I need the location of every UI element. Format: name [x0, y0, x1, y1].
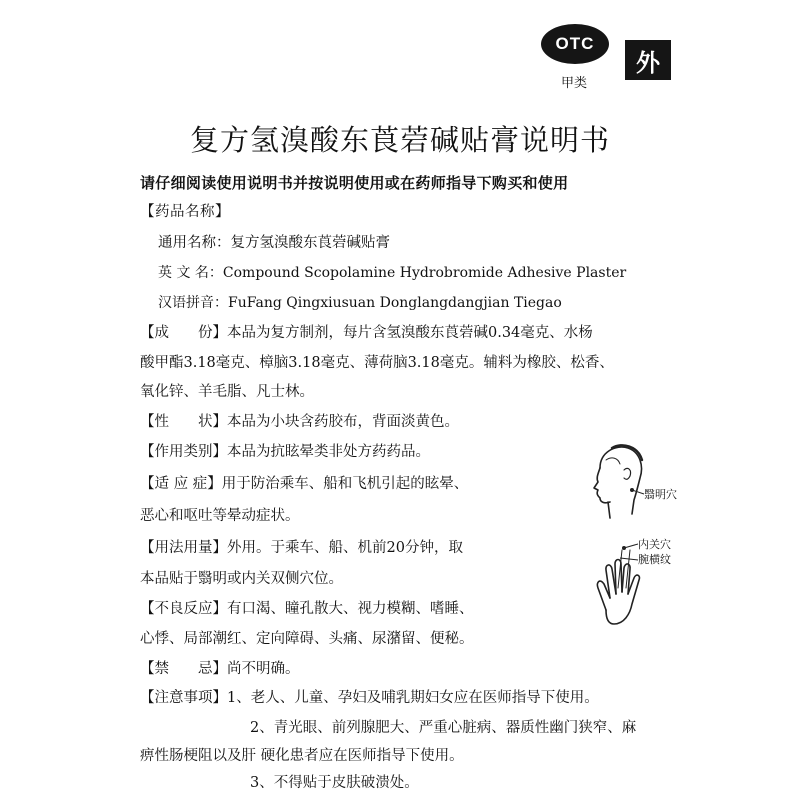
precautions-line-4: 3、不得贴于皮肤破溃处。	[250, 775, 419, 791]
usage-notice: 请仔细阅读使用说明书并按说明使用或在药师指导下购买和使用	[140, 174, 569, 192]
generic-name: 通用名称：复方氢溴酸东莨菪碱贴膏	[158, 235, 390, 251]
otc-class-label: 甲类	[561, 76, 588, 91]
adverse-line-2: 心悸、局部潮红、定向障碍、头痛、尿潴留、便秘。	[140, 631, 474, 647]
category-line: 【作用类别】本品为抗眩晕类非处方药药品。	[140, 444, 430, 460]
drug-name-label: 【药品名称】	[140, 204, 230, 220]
ingredients-line-3: 氧化锌、羊毛脂、凡士林。	[140, 384, 314, 400]
ingredients-line-2: 酸甲酯3.18毫克、樟脑3.18毫克、薄荷脑3.18毫克。辅料为橡胶、松香、	[140, 355, 614, 371]
ingredients-line-1: 【成 份】本品为复方制剂，每片含氢溴酸东莨菪碱0.34毫克、水杨	[140, 325, 593, 341]
precautions-line-2: 2、青光眼、前列腺肥大、严重心脏病、器质性幽门狭窄、麻	[250, 720, 637, 736]
pinyin-name: 汉语拼音：FuFang Qingxiusuan Donglangdangjian Tiegao	[158, 295, 562, 311]
contraindications-line: 【禁 忌】尚不明确。	[140, 661, 300, 677]
otc-label: OTC	[555, 34, 595, 53]
dosage-line-1: 【用法用量】外用。于乘车、船、机前20分钟，取	[140, 540, 463, 556]
english-name: 英 文 名：Compound Scopolamine Hydrobromide Adhesive Plaster	[158, 265, 627, 281]
precautions-line-1: 【注意事项】1、老人、儿童、孕妇及哺乳期妇女应在医师指导下使用。	[140, 690, 599, 706]
adverse-line-1: 【不良反应】有口渴、瞳孔散大、视力模糊、嗜睡、	[140, 601, 474, 617]
dosage-line-2: 本品贴于翳明或内关双侧穴位。	[140, 571, 343, 587]
indications-line-2: 恶心和呕吐等晕动症状。	[140, 508, 300, 524]
appearance-line: 【性 状】本品为小块含药胶布，背面淡黄色。	[140, 414, 459, 430]
otc-badge	[541, 24, 609, 64]
acupoint-figure	[560, 438, 680, 638]
external-use-badge	[625, 40, 671, 80]
wrist-crease-label: 腕横纹	[638, 553, 671, 566]
indications-line-1: 【适 应 症】用于防治乘车、船和飞机引起的眩晕、	[140, 476, 469, 492]
page-title: 复方氢溴酸东莨菪碱贴膏说明书	[189, 123, 610, 157]
external-use-label: 外	[636, 48, 660, 77]
neiguan-point-label: 内关穴	[638, 538, 671, 551]
precautions-line-3: 痹性肠梗阻以及肝 硬化患者应在医师指导下使用。	[140, 748, 464, 764]
yiming-point-label: 翳明穴	[644, 488, 677, 501]
